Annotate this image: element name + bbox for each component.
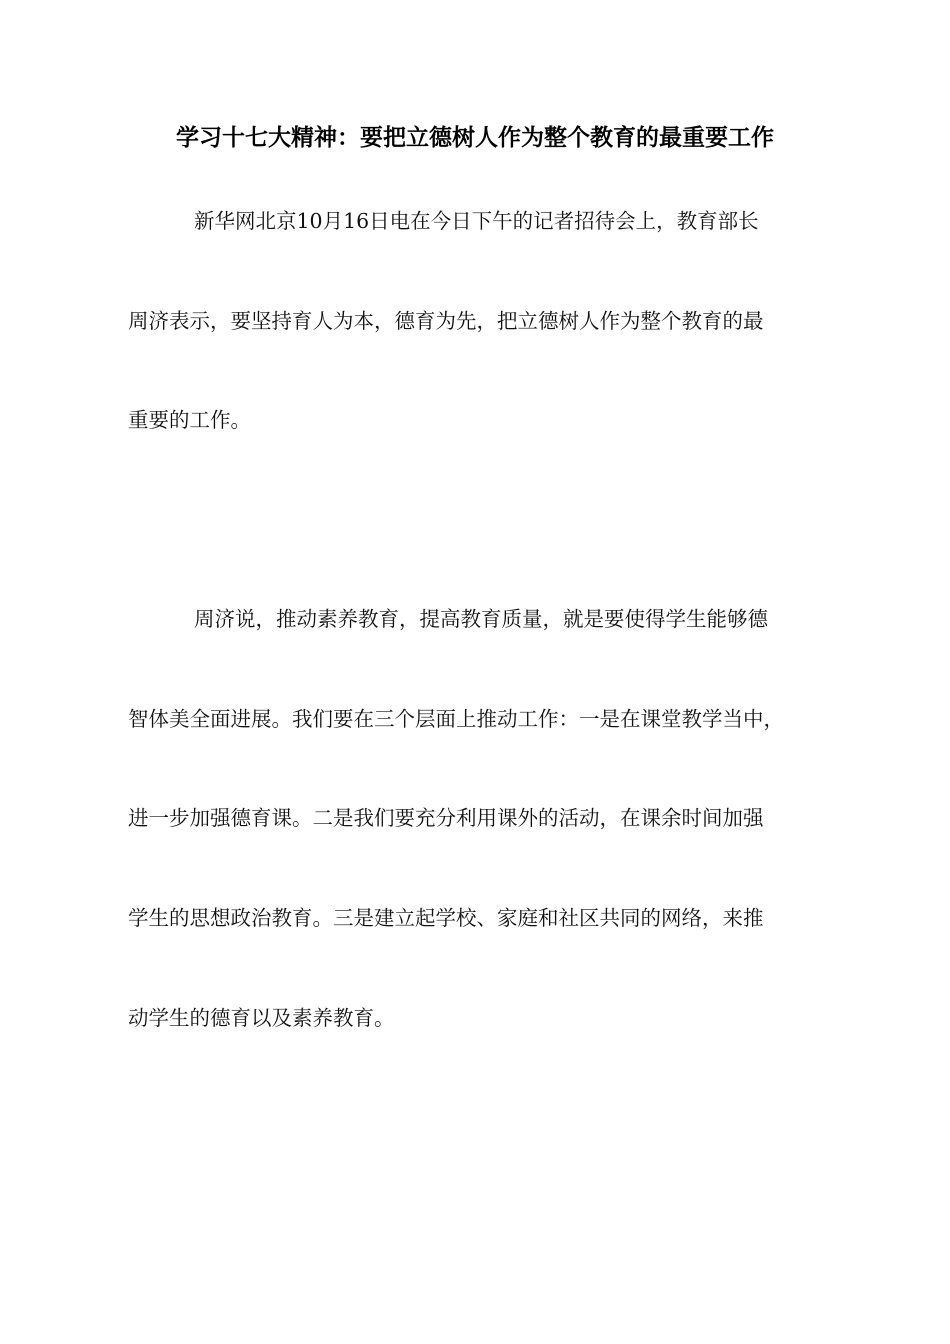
document-title: 学习十七大精神：要把立德树人作为整个教育的最重要工作: [176, 125, 774, 151]
paragraph-line: 智体美全面进展。我们要在三个层面上推动工作：一是在课堂教学当中，: [128, 707, 784, 731]
paragraph-line: 进一步加强德育课。二是我们要充分利用课外的活动，在课余时间加强: [128, 806, 764, 830]
paragraph-line: 周济表示，要坚持育人为本，德育为先，把立德树人作为整个教育的最: [128, 309, 764, 333]
paragraph-line: 动学生的德育以及素养教育。: [128, 1006, 395, 1030]
paragraph-line: 重要的工作。: [128, 408, 251, 432]
paragraph-line: 学生的思想政治教育。三是建立起学校、家庭和社区共同的网络，来推: [128, 906, 764, 930]
paragraph-line: 周济说，推动素养教育，提高教育质量，就是要使得学生能够德: [194, 607, 768, 631]
paragraph-line: 新华网北京10月16日电在今日下午的记者招待会上，教育部长: [194, 209, 759, 233]
